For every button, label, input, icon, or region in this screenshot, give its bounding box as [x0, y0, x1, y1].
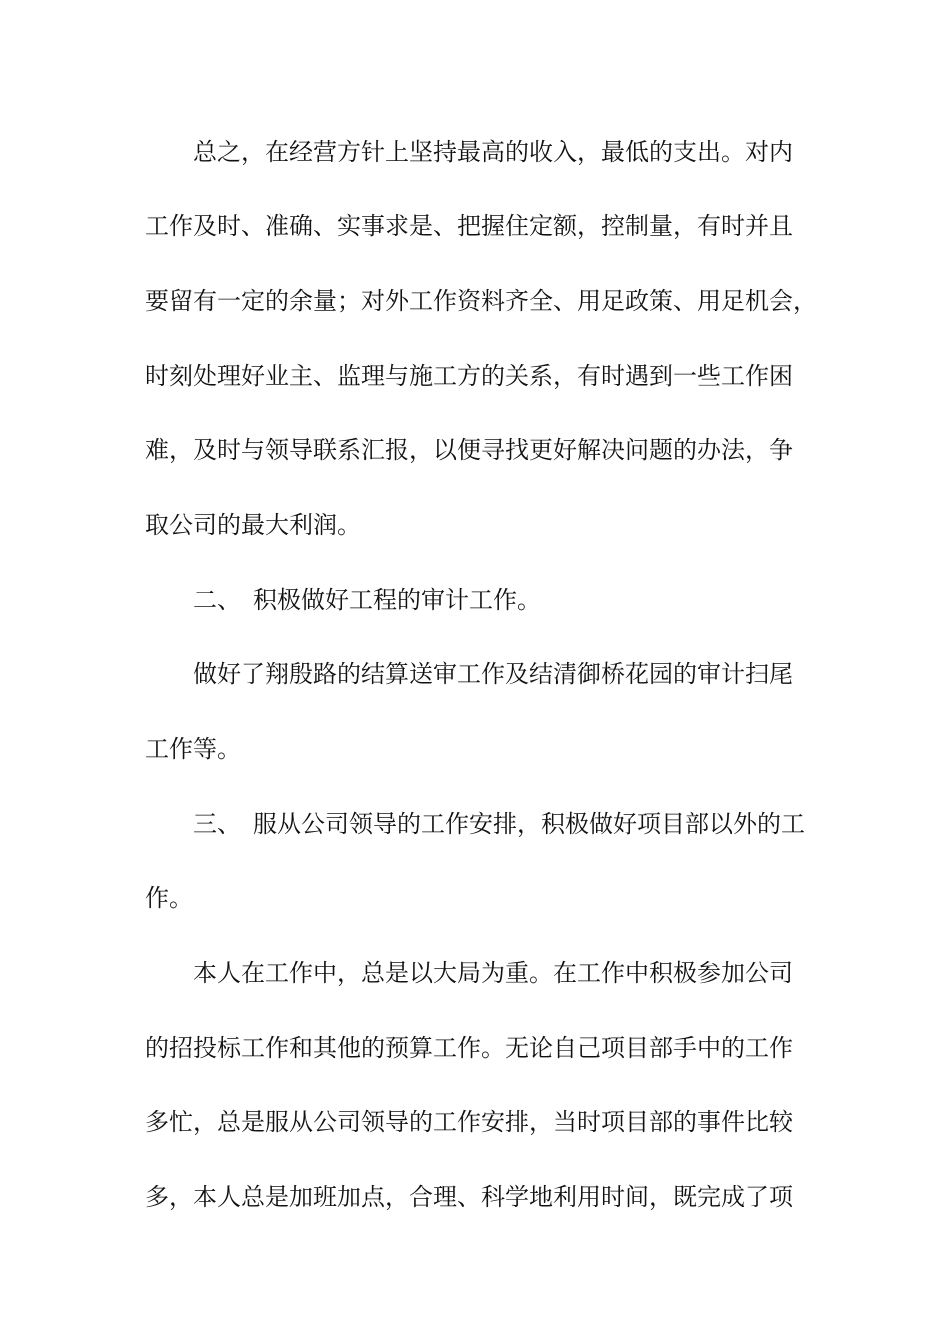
paragraph-line: 本人在工作中，总是以大局为重。在工作中积极参加公司 [193, 959, 793, 987]
paragraph-line: 要留有一定的余量；对外工作资料齐全、用足政策、用足机会， [145, 287, 817, 315]
paragraph-line: 取公司的最大利润。 [145, 511, 361, 539]
paragraph-line: 难，及时与领导联系汇报，以便寻找更好解决问题的办法，争 [145, 436, 793, 464]
paragraph-line: 工作等。 [145, 735, 241, 763]
paragraph-line: 多忙，总是服从公司领导的工作安排，当时项目部的事件比较 [145, 1108, 793, 1136]
heading-number: 三、 [193, 810, 241, 838]
heading-number: 二、 [193, 586, 241, 614]
paragraph-line: 的招投标工作和其他的预算工作。无论自己项目部手中的工作 [145, 1034, 793, 1062]
section-heading-2 [193, 585, 873, 615]
heading-text: 积极做好工程的审计工作。 [253, 586, 541, 614]
heading-text: 服从公司领导的工作安排，积极做好项目部以外的工 [253, 810, 805, 838]
paragraph-line: 作。 [145, 884, 193, 912]
paragraph-line: 总之，在经营方针上坚持最高的收入，最低的支出。对内 [193, 138, 793, 166]
section-heading-3 [193, 809, 873, 839]
paragraph-line: 做好了翔殷路的结算送审工作及结清御桥花园的审计扫尾 [193, 660, 793, 688]
paragraph-line: 工作及时、准确、实事求是、把握住定额，控制量，有时并且 [145, 212, 793, 240]
paragraph-line: 多，本人总是加班加点，合理、科学地利用时间，既完成了项 [145, 1183, 793, 1211]
paragraph-line: 时刻处理好业主、监理与施工方的关系，有时遇到一些工作困 [145, 362, 793, 390]
